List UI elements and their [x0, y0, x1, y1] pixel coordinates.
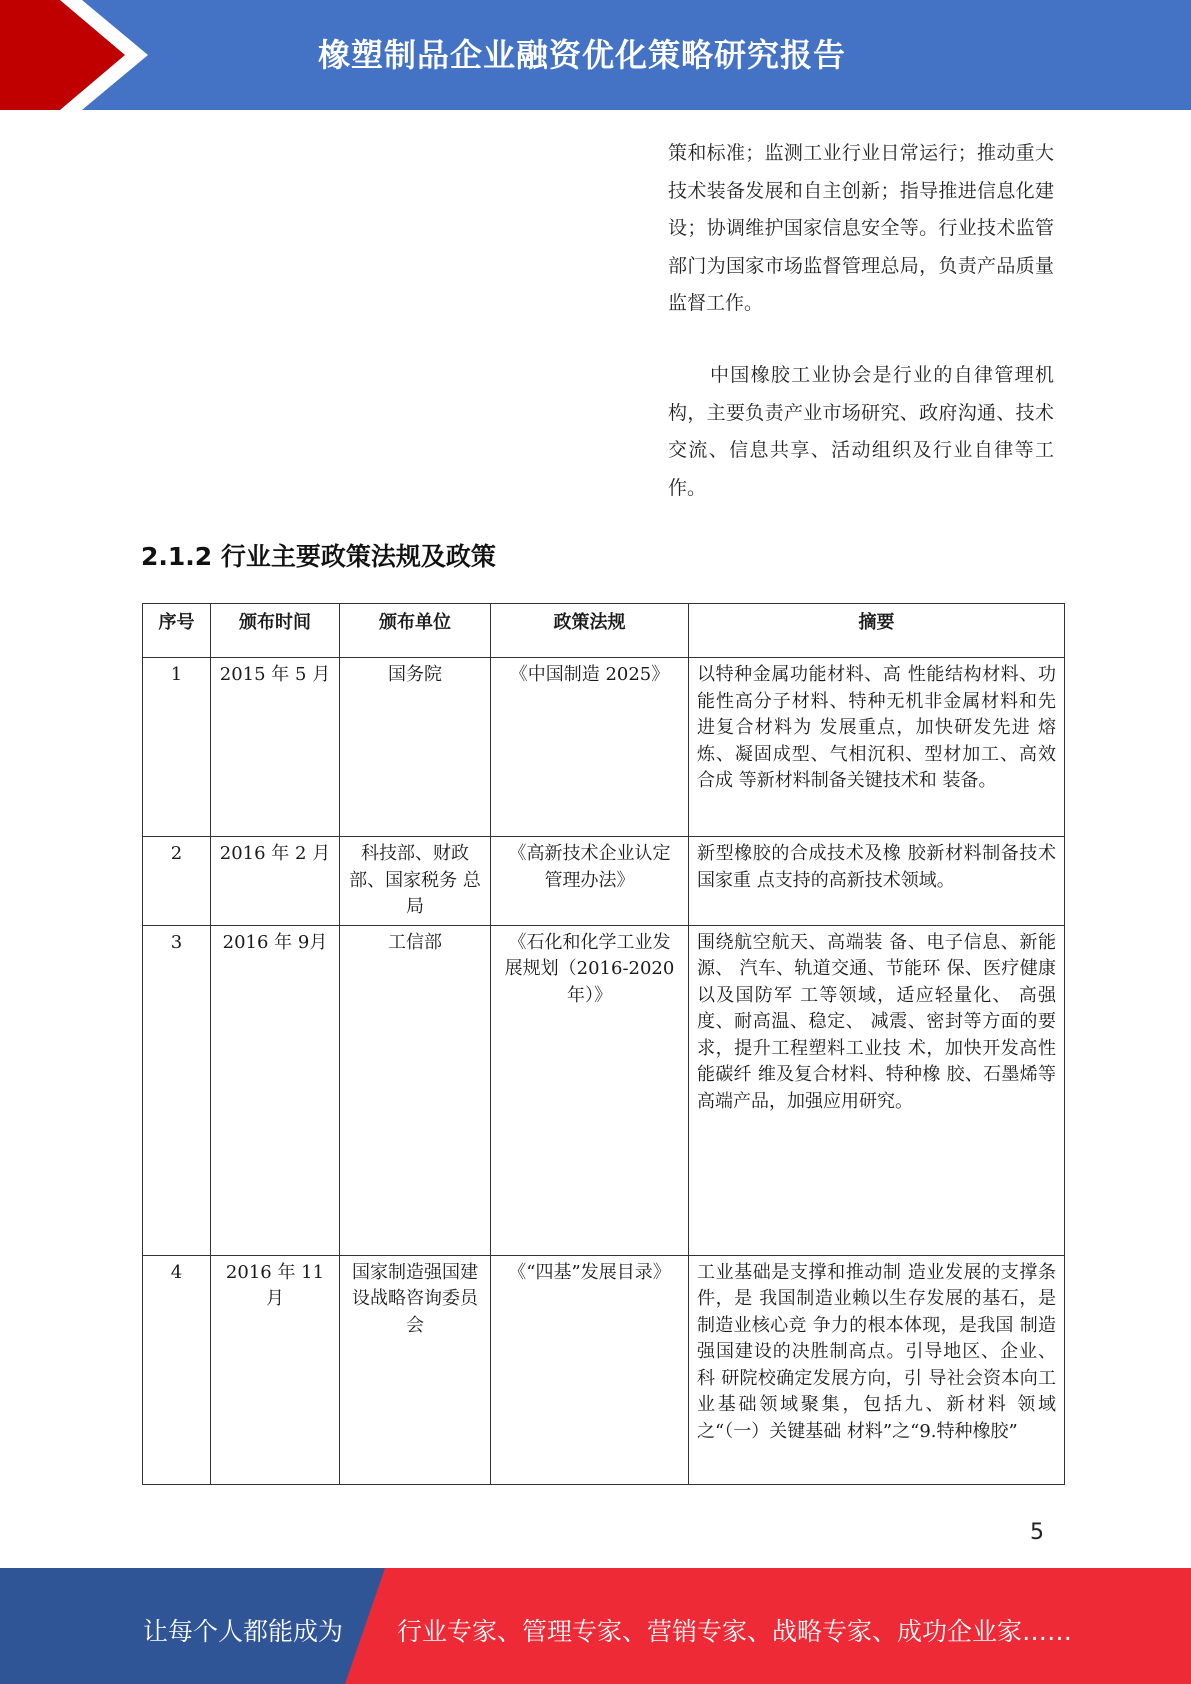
header-cell-date: 颁布时间: [211, 604, 340, 658]
cell-no: 4: [143, 1255, 211, 1484]
header-cell-no: 序号: [143, 604, 211, 658]
cell-date: 2016 年 2 月: [211, 837, 340, 926]
header-cell-summary: 摘要: [689, 604, 1065, 658]
table-row: [143, 1255, 1065, 1484]
cell-date: 2016 年 9月: [211, 925, 340, 1255]
cell-issuer: 工信部: [340, 925, 491, 1255]
header-red-arrow: [0, 0, 125, 110]
header-cell-issuer: 颁布单位: [340, 604, 491, 658]
body-paragraph-1: 策和标准；监测工业行业日常运行；推动重大技术装备发展和自主创新；指导推进信息化建设；协调维护国家信息安全等。行业技术监管部门为国家市场监督管理总局，负责产品质量监督工作。: [668, 142, 1054, 314]
table-row: [143, 658, 1065, 837]
header-cell-policy: 政策法规: [491, 604, 689, 658]
cell-date: 2015 年 5 月: [211, 658, 340, 837]
body-paragraph-2: 中国橡胶工业协会是行业的自律管理机构，主要负责产业市场研究、政府沟通、技术交流、信息共享、活动组织及行业自律等工作。: [668, 364, 1054, 499]
table-header-row: [143, 604, 1065, 658]
footer-slogan-left: 让每个人都能成为: [143, 1617, 344, 1646]
cell-summary: 以特种金属功能材料、高 性能结构材料、功能性高分子材料、特种无机非金属材料和先进复合材料为 发展重点，加快研发先进 熔炼、凝固成型、气相沉积、型材加工、高效合成 等新材料制备关键技术和 装备。: [689, 658, 1065, 837]
table-row: [143, 925, 1065, 1255]
cell-policy: 《中国制造 2025》: [491, 658, 689, 837]
cell-summary: 新型橡胶的合成技术及橡 胶新材料制备技术国家重 点支持的高新技术领域。: [689, 837, 1065, 926]
cell-no: 2: [143, 837, 211, 926]
cell-date: 2016 年 11 月: [211, 1255, 340, 1484]
header-title: 橡塑制品企业融资优化策略研究报告: [318, 36, 847, 74]
policy-table: [142, 603, 1065, 1485]
page-number: 5: [1030, 1520, 1044, 1545]
cell-policy: 《石化和化学工业发 展规划（2016-2020 年）》: [491, 925, 689, 1255]
cell-policy: 《高新技术企业认定 管理办法》: [491, 837, 689, 926]
page-header: [0, 0, 1191, 110]
cell-summary: 工业基础是支撑和推动制 造业发展的支撑条件，是 我国制造业赖以生存发展的基石，是制造业核心竞 争力的根本体现，是我国 制造强国建设的决胜制高点。引导地区、企业、科 研院校确定发展方向，引 导社会资本向工业基础领域聚集，包括九、新材料 领域之“（一）关键基础 材料”之“9.特种橡胶”: [689, 1255, 1065, 1484]
cell-no: 1: [143, 658, 211, 837]
cell-issuer: 国家制造强国建 设战略咨询委员 会: [340, 1255, 491, 1484]
cell-no: 3: [143, 925, 211, 1255]
cell-issuer: 科技部、财政部、国家税务 总 局: [340, 837, 491, 926]
section-heading: 2.1.2 行业主要政策法规及政策: [141, 542, 496, 571]
cell-policy: 《“四基”发展目录》: [491, 1255, 689, 1484]
table-row: [143, 837, 1065, 926]
cell-issuer: 国务院: [340, 658, 491, 837]
footer-slogan-right: 行业专家、管理专家、营销专家、战略专家、成功企业家……: [397, 1617, 1073, 1646]
cell-summary: 围绕航空航天、高端装 备、电子信息、新能源、 汽车、轨道交通、节能环 保、医疗健康以及国防军 工等领域，适应轻量化、 高强度、耐高温、稳定、 减震、密封等方面的要 求，提升工程塑料工业技 术，加快开发高性能碳纤 维及复合材料、特种橡 胶、石墨烯等高端产品，加强应用研究。: [689, 925, 1065, 1255]
